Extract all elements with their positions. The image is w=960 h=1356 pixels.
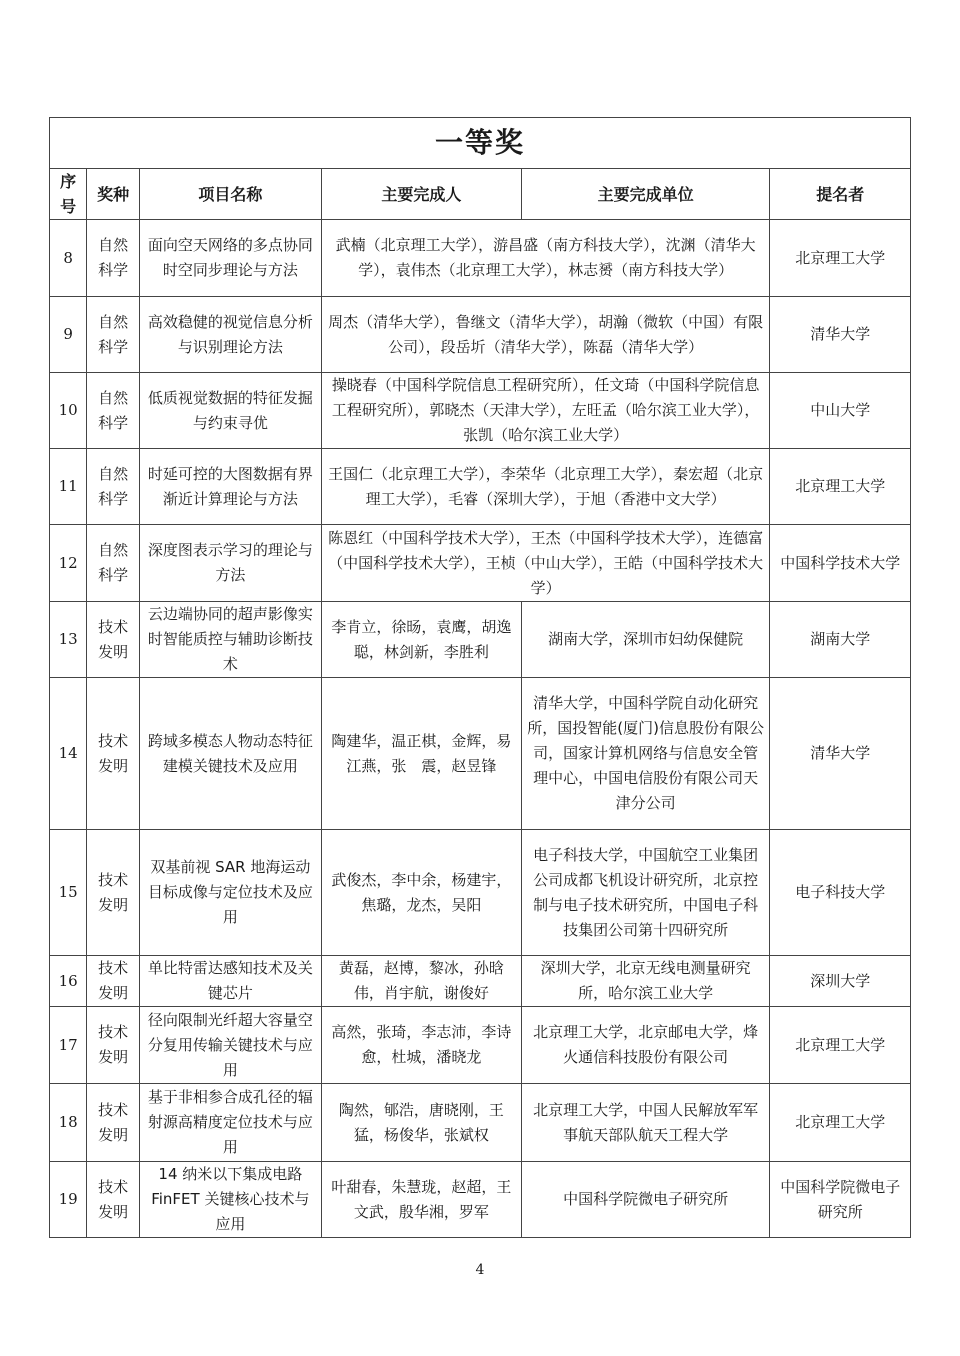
row-project: 14 纳米以下集成电路 FinFET 关键核心技术与应用 [139, 1162, 321, 1238]
header-type: 奖种 [87, 169, 140, 220]
header-project: 项目名称 [139, 169, 321, 220]
row-type: 自然科学 [87, 449, 140, 525]
row-persons: 叶甜春，朱慧珑，赵超，王文武，殷华湘，罗军 [321, 1162, 521, 1238]
row-project: 径向限制光纤超大容量空分复用传输关键技术与应用 [139, 1007, 321, 1084]
page-number: 4 [475, 1262, 485, 1278]
row-project: 云边端协同的超声影像实时智能质控与辅助诊断技术 [139, 602, 321, 678]
row-no: 18 [50, 1084, 87, 1162]
row-no: 15 [50, 830, 87, 956]
row-type: 技术发明 [87, 956, 140, 1007]
row-units: 深圳大学，北京无线电测量研究所，哈尔滨工业大学 [521, 956, 770, 1007]
row-no: 12 [50, 525, 87, 602]
row-no: 17 [50, 1007, 87, 1084]
row-project: 基于非相参合成孔径的辐射源高精度定位技术与应用 [139, 1084, 321, 1162]
row-persons: 高然，张琦，李志沛，李诗愈，杜城，潘晓龙 [321, 1007, 521, 1084]
row-type: 技术发明 [87, 602, 140, 678]
row-type: 自然科学 [87, 220, 140, 297]
award-table [49, 117, 911, 1238]
row-project: 时延可控的大图数据有界渐近计算理论与方法 [139, 449, 321, 525]
row-type: 自然科学 [87, 297, 140, 373]
row-type: 技术发明 [87, 1007, 140, 1084]
row-nominator: 湖南大学 [770, 602, 911, 678]
table-row [50, 1007, 911, 1084]
table-row [50, 1162, 911, 1238]
row-units: 北京理工大学，北京邮电大学，烽火通信科技股份有限公司 [521, 1007, 770, 1084]
table-row [50, 220, 911, 297]
row-project: 双基前视 SAR 地海运动目标成像与定位技术及应用 [139, 830, 321, 956]
row-no: 8 [50, 220, 87, 297]
row-nominator: 深圳大学 [770, 956, 911, 1007]
row-project: 深度图表示学习的理论与方法 [139, 525, 321, 602]
row-no: 19 [50, 1162, 87, 1238]
table-row [50, 373, 911, 449]
row-project: 低质视觉数据的特征发掘与约束寻优 [139, 373, 321, 449]
row-nominator: 清华大学 [770, 678, 911, 830]
row-no: 11 [50, 449, 87, 525]
row-type: 技术发明 [87, 678, 140, 830]
row-persons: 武俊杰，李中余，杨建宇，焦璐，龙杰，吴阳 [321, 830, 521, 956]
row-persons: 陶建华，温正棋，金辉，易江燕，张 震，赵昱锋 [321, 678, 521, 830]
table-row [50, 602, 911, 678]
header-units: 主要完成单位 [521, 169, 770, 220]
header-nominator: 提名者 [770, 169, 911, 220]
table-title: 一等奖 [50, 118, 911, 169]
row-no: 10 [50, 373, 87, 449]
header-persons: 主要完成人 [321, 169, 521, 220]
table-row [50, 830, 911, 956]
row-units: 电子科技大学，中国航空工业集团公司成都飞机设计研究所，北京控制与电子技术研究所，中国电子科技集团公司第十四研究所 [521, 830, 770, 956]
table-row [50, 678, 911, 830]
row-nominator: 中山大学 [770, 373, 911, 449]
row-persons: 操晓春（中国科学院信息工程研究所），任文琦（中国科学院信息工程研究所），郭晓杰（天津大学），左旺孟（哈尔滨工业大学），张凯（哈尔滨工业大学） [321, 373, 770, 449]
row-persons: 武楠（北京理工大学），游昌盛（南方科技大学），沈渊（清华大学），袁伟杰（北京理工大学），林志赟（南方科技大学） [321, 220, 770, 297]
row-type: 技术发明 [87, 1084, 140, 1162]
row-type: 自然科学 [87, 525, 140, 602]
row-nominator: 北京理工大学 [770, 1084, 911, 1162]
row-persons: 黄磊，赵博，黎冰，孙晗伟，肖宇航，谢俊好 [321, 956, 521, 1007]
table-row [50, 1084, 911, 1162]
row-no: 14 [50, 678, 87, 830]
row-persons: 王国仁（北京理工大学），李荣华（北京理工大学），秦宏超（北京理工大学），毛睿（深圳大学），于旭（香港中文大学） [321, 449, 770, 525]
row-nominator: 北京理工大学 [770, 449, 911, 525]
row-no: 9 [50, 297, 87, 373]
row-units: 清华大学，中国科学院自动化研究所，国投智能(厦门)信息股份有限公司，国家计算机网络与信息安全管理中心，中国电信股份有限公司天津分公司 [521, 678, 770, 830]
table-row [50, 525, 911, 602]
table-row [50, 449, 911, 525]
row-units: 湖南大学，深圳市妇幼保健院 [521, 602, 770, 678]
row-no: 16 [50, 956, 87, 1007]
row-nominator: 电子科技大学 [770, 830, 911, 956]
row-project: 跨域多模态人物动态特征建模关键技术及应用 [139, 678, 321, 830]
row-type: 技术发明 [87, 830, 140, 956]
row-nominator: 北京理工大学 [770, 1007, 911, 1084]
row-nominator: 中国科学院微电子研究所 [770, 1162, 911, 1238]
row-project: 高效稳健的视觉信息分析与识别理论方法 [139, 297, 321, 373]
row-persons: 李肯立，徐旸，袁鹰，胡逸聪，林剑新，李胜利 [321, 602, 521, 678]
row-nominator: 清华大学 [770, 297, 911, 373]
row-nominator: 中国科学技术大学 [770, 525, 911, 602]
row-type: 技术发明 [87, 1162, 140, 1238]
row-persons: 周杰（清华大学），鲁继文（清华大学），胡瀚（微软（中国）有限公司），段岳圻（清华大学），陈磊（清华大学） [321, 297, 770, 373]
table-row [50, 297, 911, 373]
row-persons: 陈恩红（中国科学技术大学），王杰（中国科学技术大学），连德富（中国科学技术大学），王桢（中山大学），王皓（中国科学技术大学） [321, 525, 770, 602]
row-type: 自然科学 [87, 373, 140, 449]
row-project: 面向空天网络的多点协同时空同步理论与方法 [139, 220, 321, 297]
header-no: 序号 [50, 169, 87, 220]
row-units: 北京理工大学，中国人民解放军军事航天部队航天工程大学 [521, 1084, 770, 1162]
row-project: 单比特雷达感知技术及关键芯片 [139, 956, 321, 1007]
row-nominator: 北京理工大学 [770, 220, 911, 297]
row-no: 13 [50, 602, 87, 678]
row-units: 中国科学院微电子研究所 [521, 1162, 770, 1238]
table-row [50, 956, 911, 1007]
row-persons: 陶然，郇浩，唐晓刚，王猛，杨俊华，张斌权 [321, 1084, 521, 1162]
